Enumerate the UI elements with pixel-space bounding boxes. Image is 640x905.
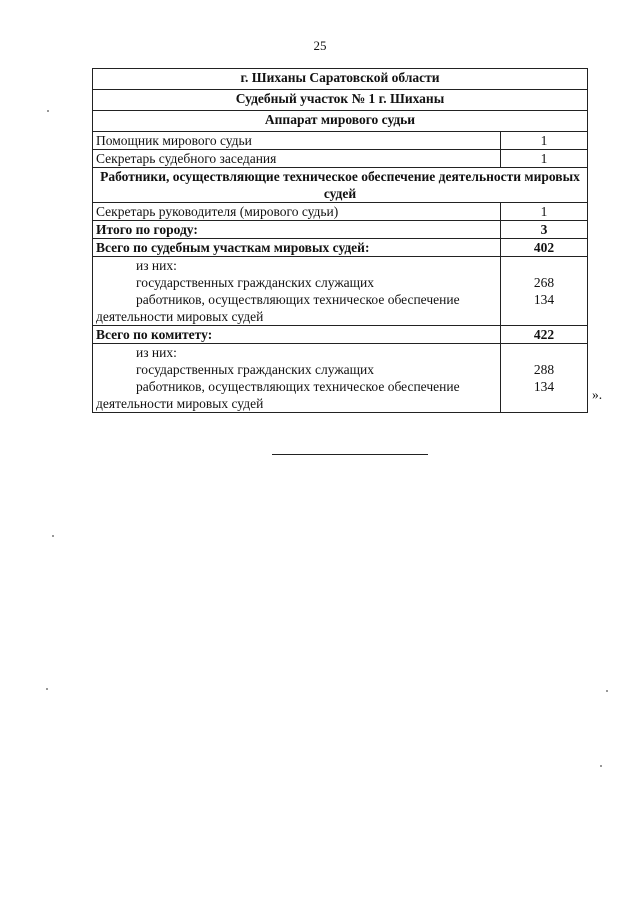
staffing-table (92, 68, 588, 413)
committee-breakdown-labels (93, 344, 501, 413)
signature-divider-line (272, 454, 428, 455)
table-row (93, 203, 588, 221)
tech-staff-label-continued: деятельности мировых судей (96, 309, 264, 324)
page-number: 25 (313, 38, 327, 53)
sections-total-value: 402 (501, 239, 588, 257)
city-header-row (93, 69, 588, 90)
civil-servants-count: 268 (533, 275, 555, 290)
committee-total-label: Всего по комитету: (93, 326, 501, 344)
sections-total-row (93, 239, 588, 257)
tech-staff-count: 134 (533, 292, 555, 307)
position-count: 1 (501, 132, 588, 150)
civil-servants-count: 288 (533, 362, 555, 377)
scan-speck (52, 535, 54, 537)
court-header-row (93, 90, 588, 111)
table-row (93, 150, 588, 168)
of-them-label: из них: (136, 258, 177, 273)
tech-staff-label: работников, осуществляющих техническое обеспечение (136, 379, 460, 394)
city-total-value: 3 (501, 221, 588, 239)
committee-breakdown-values (501, 344, 588, 413)
tech-staff-label-continued: деятельности мировых судей (96, 396, 264, 411)
civil-servants-label: государственных гражданских служащих (136, 275, 375, 290)
technical-header-row (93, 168, 588, 203)
sections-total-label: Всего по судебным участкам мировых судей: (93, 239, 501, 257)
closing-quote-mark: ». (592, 387, 603, 402)
scan-speck (606, 690, 608, 692)
position-label: Секретарь руководителя (мирового судьи) (93, 203, 501, 221)
of-them-label: из них: (136, 345, 177, 360)
civil-servants-label: государственных гражданских служащих (136, 362, 375, 377)
sections-breakdown-row (93, 257, 588, 326)
scan-speck (46, 688, 48, 690)
technical-header: Работники, осуществляющие техническое обеспечение деятельности мировых судей (93, 168, 588, 203)
table-row (93, 132, 588, 150)
position-count: 1 (501, 203, 588, 221)
position-label: Секретарь судебного заседания (93, 150, 501, 168)
committee-breakdown-row (93, 344, 588, 413)
position-label: Помощник мирового судьи (93, 132, 501, 150)
scan-speck (47, 110, 49, 112)
tech-staff-count: 134 (533, 379, 555, 394)
committee-total-row (93, 326, 588, 344)
court-header: Судебный участок № 1 г. Шиханы (93, 90, 588, 111)
apparatus-header: Аппарат мирового судьи (93, 111, 588, 132)
sections-breakdown-values (501, 257, 588, 326)
sections-breakdown-labels (93, 257, 501, 326)
city-total-row (93, 221, 588, 239)
committee-total-value: 422 (501, 326, 588, 344)
scan-speck (600, 765, 602, 767)
tech-staff-label: работников, осуществляющих техническое обеспечение (136, 292, 460, 307)
city-header: г. Шиханы Саратовской области (93, 69, 588, 90)
apparatus-header-row (93, 111, 588, 132)
city-total-label: Итого по городу: (93, 221, 501, 239)
position-count: 1 (501, 150, 588, 168)
